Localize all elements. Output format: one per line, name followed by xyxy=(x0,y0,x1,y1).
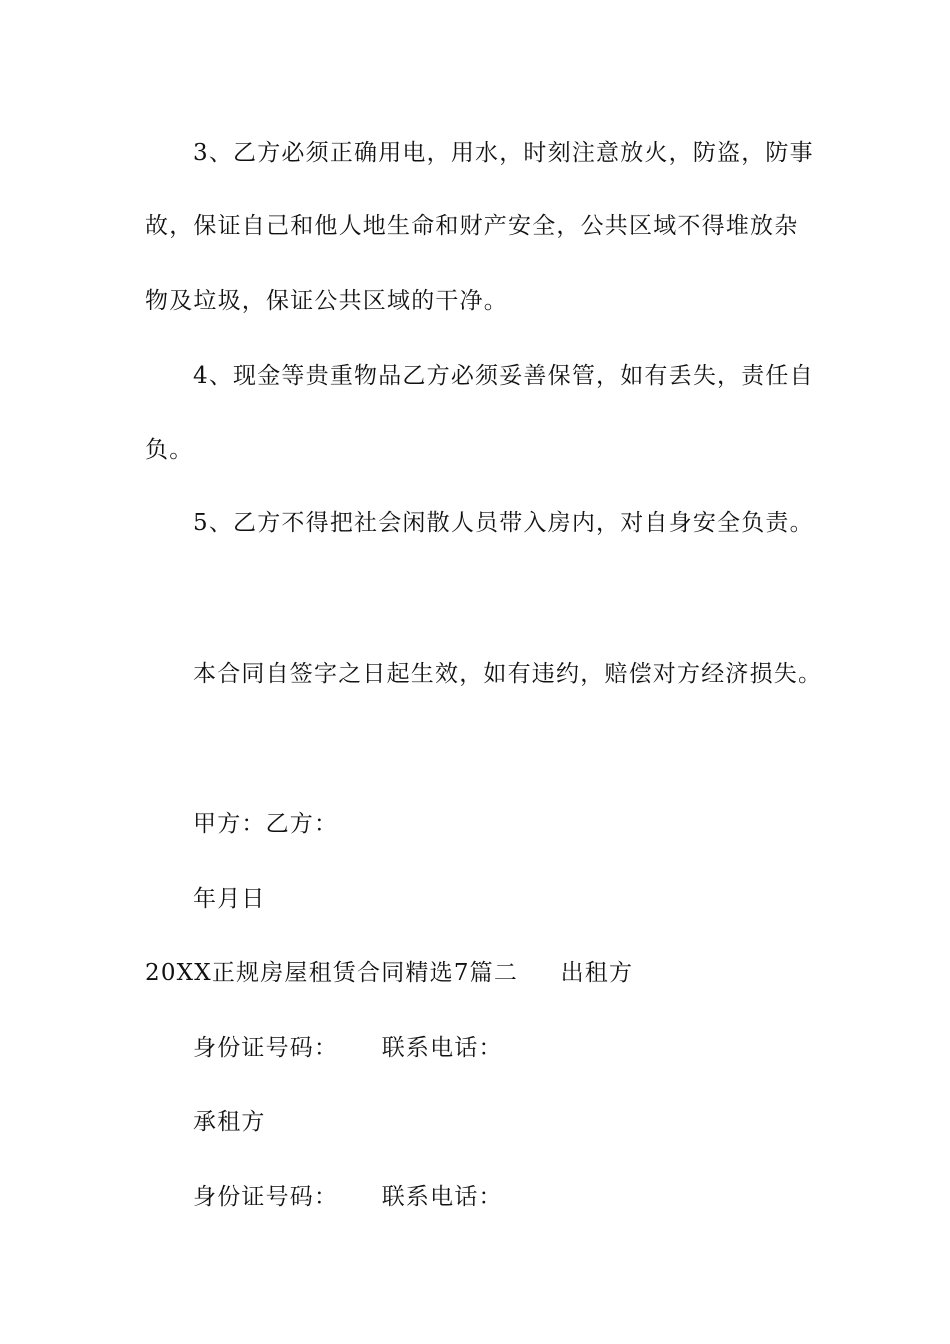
effective-clause: 本合同自签字之日起生效，如有违约，赔偿对方经济损失。 xyxy=(193,661,823,687)
lessor-phone-label: 联系电话： xyxy=(381,1035,503,1061)
lessor-label: 出租方 xyxy=(560,960,634,986)
clause-3-line-2: 故，保证自己和他人地生命和财产安全，公共区域不得堆放杂 xyxy=(145,213,799,239)
clause-4-line-1: 4、现金等贵重物品乙方必须妥善保管，如有丢失，责任自 xyxy=(193,363,814,389)
clause-3-line-3: 物及垃圾，保证公共区域的干净。 xyxy=(145,288,508,314)
lessor-id-label: 身份证号码： xyxy=(193,1035,339,1061)
signature-date: 年月日 xyxy=(193,886,266,912)
lessee-id-label: 身份证号码： xyxy=(193,1184,339,1210)
lessee-label: 承租方 xyxy=(193,1109,266,1135)
signature-parties: 甲方：乙方： xyxy=(193,811,339,837)
lessee-phone-label: 联系电话： xyxy=(381,1184,503,1210)
lessor-info-line xyxy=(193,1033,503,1063)
section-heading-line xyxy=(145,958,633,988)
clause-5: 5、乙方不得把社会闲散人员带入房内，对自身安全负责。 xyxy=(193,510,814,536)
clause-4-line-2: 负。 xyxy=(145,437,194,463)
section-heading: 20XX正规房屋租赁合同精选7篇二 xyxy=(145,960,519,986)
lessee-info-line xyxy=(193,1182,503,1212)
clause-3-line-1: 3、乙方必须正确用电，用水，时刻注意放火，防盗，防事 xyxy=(193,140,814,166)
